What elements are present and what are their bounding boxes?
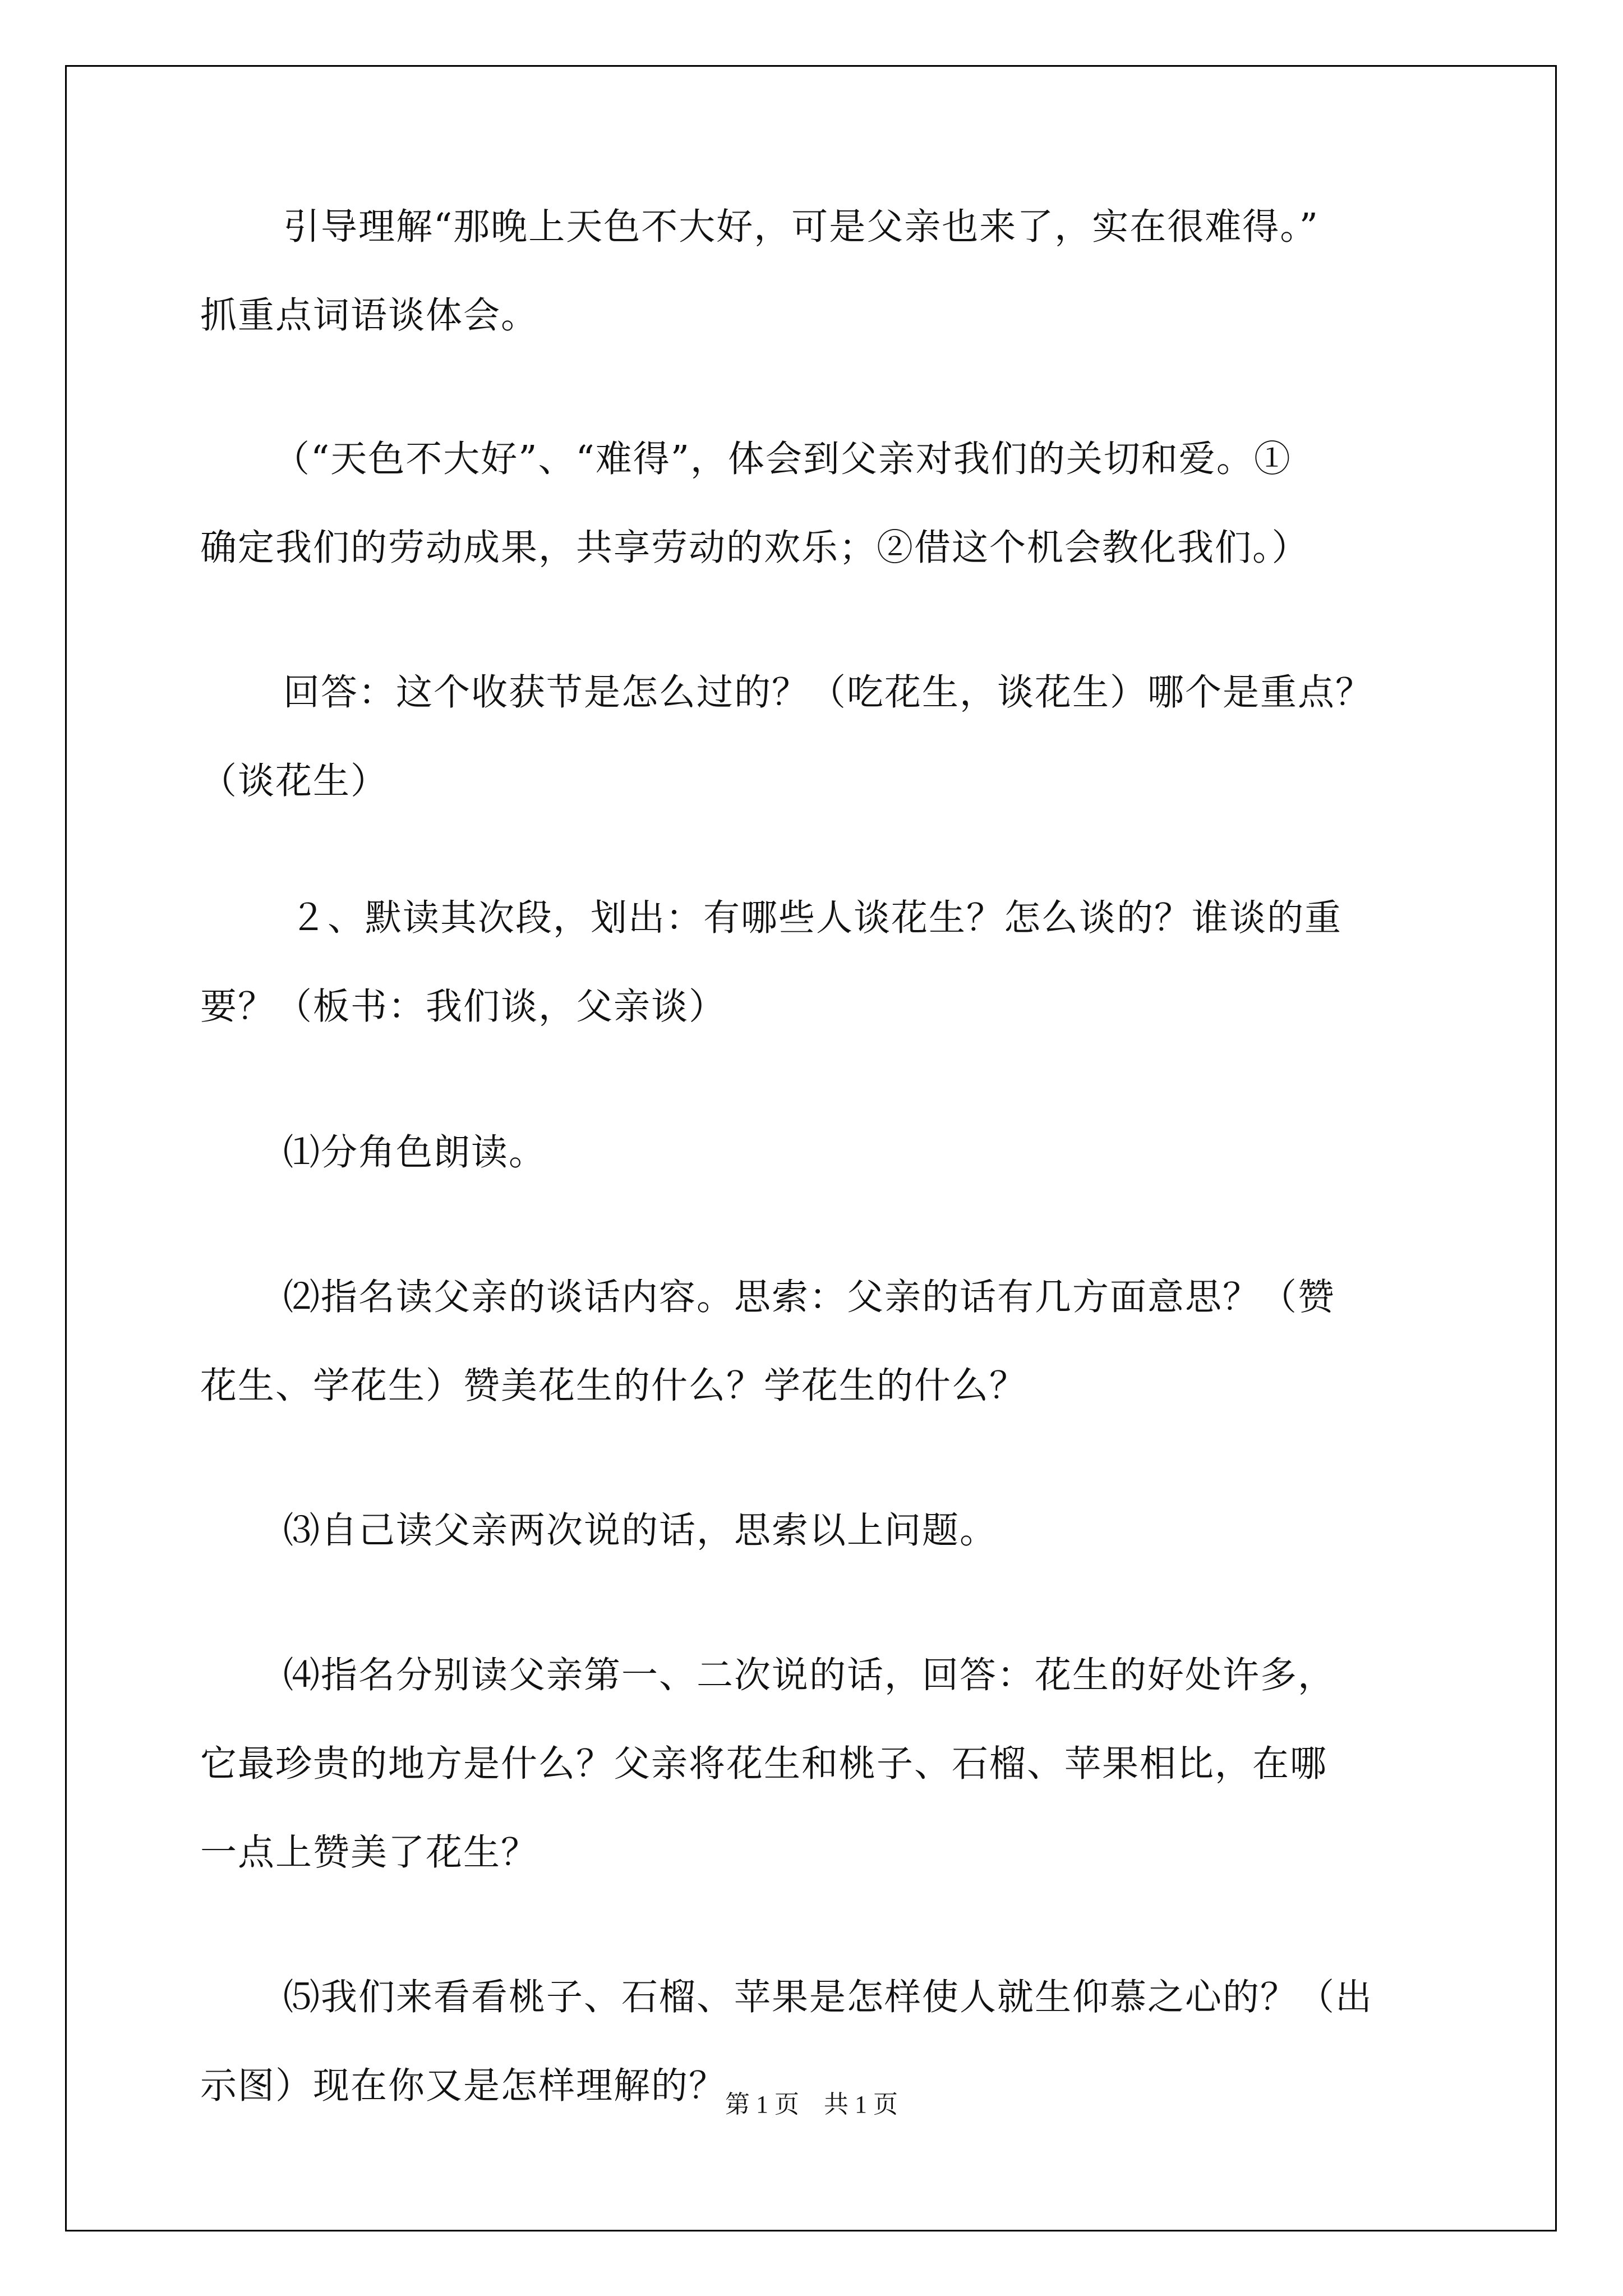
text-line: 花生、学花生）赞美花生的什么？学花生的什么？ — [200, 1365, 1027, 1407]
text-line: （谈花生） — [200, 760, 389, 802]
text-line: 它最珍贵的地方是什么？父亲将花生和桃子、石榴、苹果相比，在哪 — [200, 1743, 1328, 1785]
text-line: 回答：这个收获节是怎么过的？（吃花生，谈花生）哪个是重点？ — [283, 671, 1373, 714]
text-line: ⑴分角色朗读。 — [283, 1131, 547, 1174]
text-line: ⑶自己读父亲两次说的话，思索以上问题。 — [283, 1510, 998, 1552]
text-line: 示图）现在你又是怎样理解的？ — [200, 2065, 727, 2107]
text-line: ⑷指名分别读父亲第一、二次说的话，回答：花生的好处许多， — [283, 1654, 1336, 1696]
text-line: ⑸我们来看看桃子、石榴、苹果是怎样使人就生仰慕之心的？（出 — [283, 1976, 1373, 2018]
text-line: （“天色不大好”、“难得”，体会到父亲对我们的关切和爱。① — [273, 438, 1292, 480]
text-line: 引导理解“那晚上天色不大好，可是父亲也来了，实在很难得。” — [283, 206, 1319, 248]
text-line: 要？（板书：我们谈，父亲谈） — [200, 986, 727, 1028]
text-line: 抓重点词语谈体会。 — [200, 295, 539, 337]
text-line: ２、默读其次段，划出：有哪些人谈花生？怎么谈的？谁谈的重 — [290, 897, 1343, 939]
text-line: 一点上赞美了花生？ — [200, 1832, 539, 1874]
page-number-footer: 第 1 页 共 1 页 — [725, 2091, 898, 2118]
text-line: 确定我们的劳动成果，共享劳动的欢乐；②借这个机会教化我们。） — [200, 527, 1310, 569]
text-line: ⑵指名读父亲的谈话内容。思索：父亲的话有几方面意思？（赞 — [283, 1276, 1336, 1318]
